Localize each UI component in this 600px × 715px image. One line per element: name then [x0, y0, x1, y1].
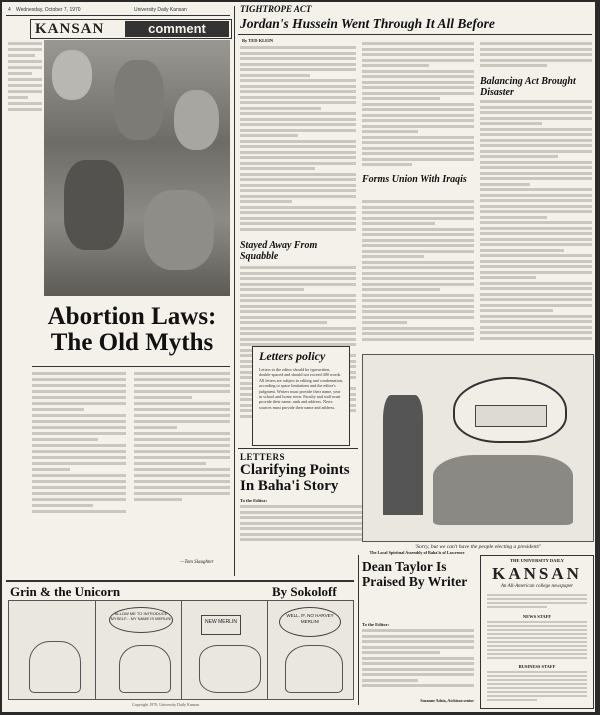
dean-taylor-signature: Suzanne Adzia, Atchison senior [420, 698, 474, 703]
flag-label: THE UNIVERSITY DAILY [510, 558, 564, 563]
publication-name: University Daily Kansan [134, 7, 187, 13]
flag-business-staff-list [487, 671, 587, 705]
dean-taylor-to-editor: To the Editor: [362, 622, 390, 627]
comic-speech-1: ALLOW ME TO INTRODUCE MYSELF... MY NAME IS MERLIN! [109, 607, 173, 633]
comment-header-section: comment [125, 21, 229, 37]
cartoon-figure [383, 395, 423, 515]
letters-policy-box [252, 346, 350, 446]
tightrope-kicker: TIGHTROPE ACT [240, 4, 312, 14]
comic-speech-2: NEW MERLIN [201, 615, 241, 635]
flag-news-staff: NEWS STAFF [522, 614, 552, 619]
comment-header-name: KANSAN [35, 21, 105, 37]
flag-tagline: An All-American college newspaper [500, 584, 574, 589]
comic-credit: By Sokoloff [272, 584, 337, 599]
comic-figure-4 [285, 645, 343, 693]
letters-policy-text: Letters to the editor should be typewritten, double-spaced and should not exceed 400 words. All letters are subject to editing and condensation, according to space limitations and the editor's judgment. Writers must provide their name, year in school and home town. Faculty and staff must provide their name, rank and address. News sources must provide their name and address. [259, 367, 343, 410]
letters-to-editor: To the Editor: [240, 498, 268, 503]
comic-speech-3: WELL, IF, NO HARVEY MERLIN! [279, 607, 341, 637]
newspaper-page [2, 2, 595, 712]
flag-intro-text [487, 594, 587, 612]
kansan-flag-box [480, 555, 594, 709]
flag-name: KANSAN [492, 564, 582, 583]
comic-figure-3 [199, 645, 261, 693]
flag-news-staff-list [487, 621, 587, 661]
dean-taylor-headline: Dean Taylor Is Praised By Writer [362, 559, 468, 589]
left-column-text [8, 40, 42, 296]
flag-business-staff: BUSINESS STAFF [518, 664, 556, 669]
tightrope-column-2 [362, 42, 474, 172]
lead-editorial-subtitle: The Old Myths [50, 329, 214, 356]
editorial-column-1 [32, 372, 126, 572]
dean-taylor-body [362, 629, 474, 695]
editorial-column-2 [134, 372, 230, 572]
editorial-byline: —Tom Slaughter [180, 560, 214, 565]
tightrope-column-1 [240, 46, 356, 236]
comic-figure-2 [119, 645, 171, 693]
comic-copyright: Copyright 1970, University Daily Kansan [132, 702, 199, 707]
letters-headline: Clarifying Points In Baha'i Story [240, 462, 350, 494]
lead-editorial-title: Abortion Laws: [47, 303, 217, 330]
cartoon-caption: 'Sorry, but we can't have the people electing a president!' [415, 544, 541, 550]
page-number: 4 [8, 7, 11, 13]
letters-kicker: LETTERS [240, 452, 286, 462]
editorial-cartoon [362, 354, 594, 542]
tightrope-subhead-3: Balancing Act Brought Disaster [480, 76, 576, 98]
letters-signature: The Local Spiritual Assembly of Baha'is of Lawrence [369, 550, 465, 555]
comic-figure-1 [29, 641, 81, 693]
tightrope-column-3b [480, 100, 592, 350]
tightrope-column-3 [480, 42, 592, 74]
comic-title: Grin & the Unicorn [10, 584, 121, 599]
comment-header [30, 19, 232, 39]
letters-policy-title: Letters policy [259, 349, 326, 363]
tightrope-subhead-1: Stayed Away From Squabble [240, 240, 318, 262]
lead-photo [44, 40, 230, 296]
tightrope-headline: Jordan's Hussein Went Through It All Before [240, 16, 495, 31]
tightrope-column-2b [362, 200, 474, 350]
cartoon-crowd [433, 455, 573, 525]
tightrope-subhead-2: Forms Union With Iraqis [362, 174, 467, 185]
tightrope-byline: By TED KLEIN [242, 38, 274, 43]
issue-date: Wednesday, October 7, 1970 [16, 7, 81, 13]
comic-strip [8, 600, 354, 700]
cartoon-sign [475, 405, 547, 427]
